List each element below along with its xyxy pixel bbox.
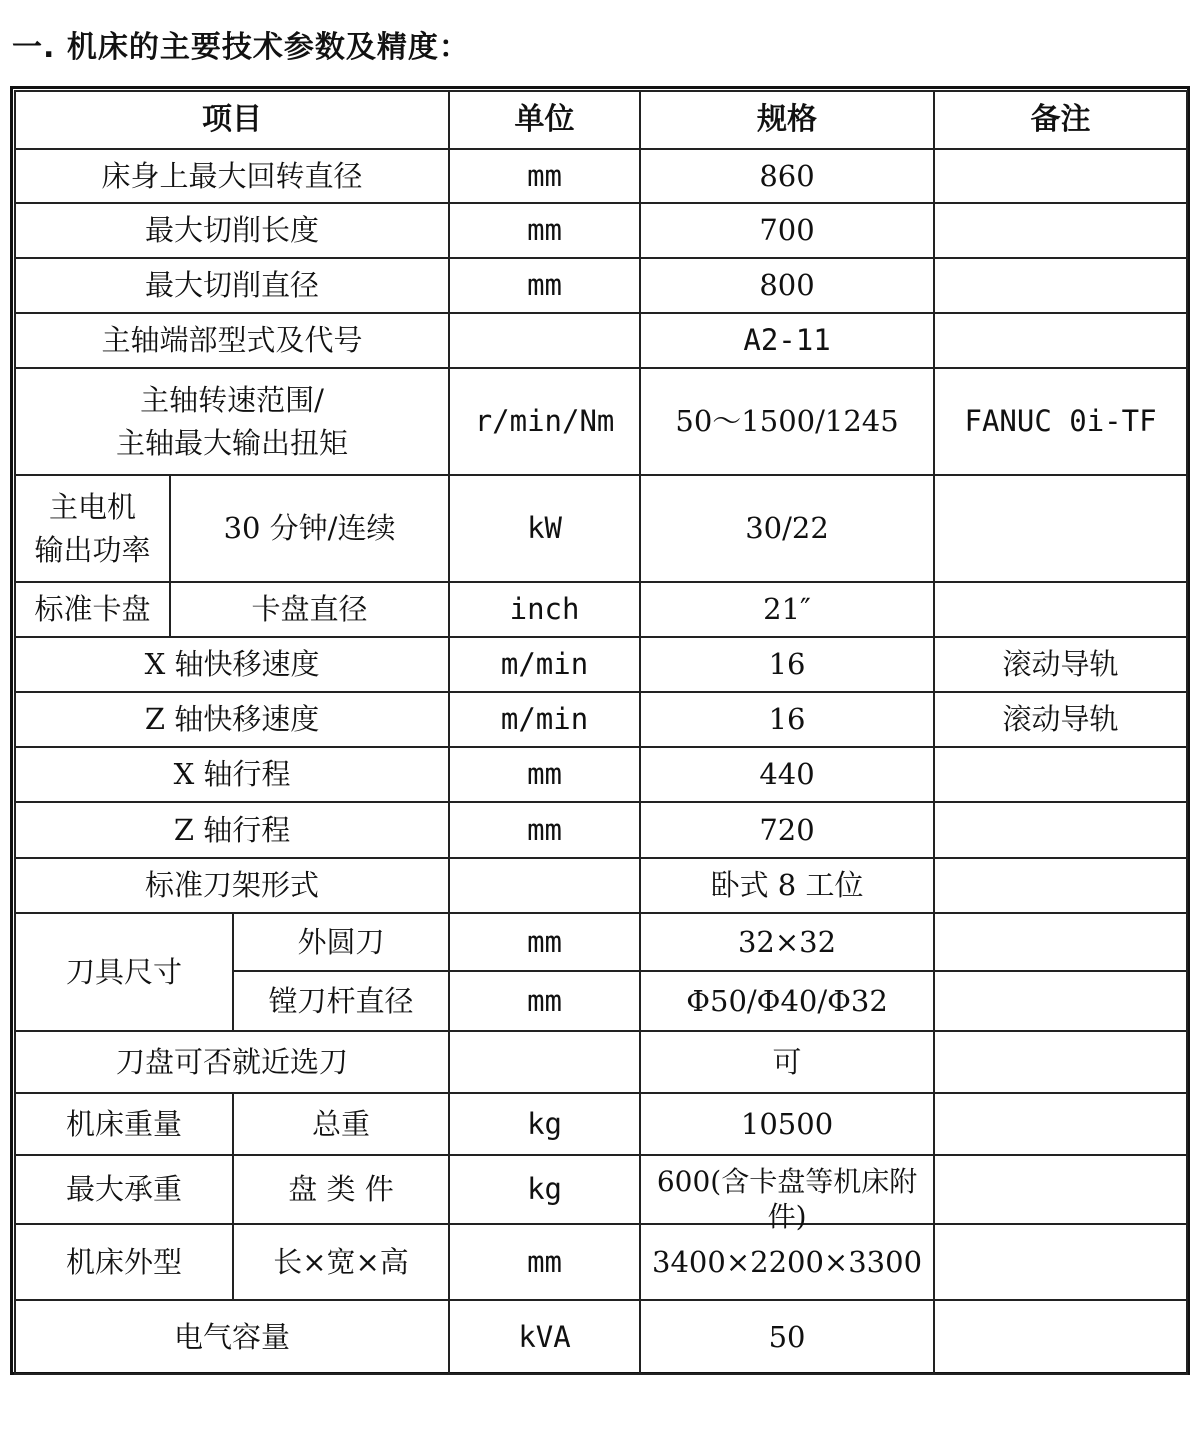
- row-item: 刀盘可否就近选刀: [15, 1031, 449, 1093]
- row-group: 机床外型: [15, 1224, 233, 1300]
- row-remark: [934, 313, 1187, 368]
- row-remark: [934, 802, 1187, 858]
- row-unit: kg: [449, 1155, 640, 1224]
- row-unit: mm: [449, 913, 640, 971]
- table-row: [15, 475, 1187, 582]
- row-item: 电气容量: [15, 1300, 449, 1374]
- row-unit: [449, 313, 640, 368]
- row-spec: 3400×2200×3300: [640, 1224, 934, 1300]
- table-row: [15, 692, 1187, 747]
- row-spec: 16: [640, 637, 934, 692]
- row-sub: 30 分钟/连续: [170, 475, 449, 582]
- row-unit: [449, 858, 640, 913]
- row-unit: kVA: [449, 1300, 640, 1374]
- header-unit: 单位: [449, 91, 640, 149]
- row-remark: [934, 747, 1187, 802]
- row-unit: m/min: [449, 692, 640, 747]
- row-group: 刀具尺寸: [15, 913, 233, 1031]
- row-item: X 轴快移速度: [15, 637, 449, 692]
- table-row: [15, 1031, 1187, 1093]
- row-spec: [640, 1155, 934, 1233]
- row-remark: 滚动导轨: [934, 637, 1187, 692]
- row-item: 床身上最大回转直径: [15, 149, 449, 203]
- header-item: 项目: [15, 91, 449, 149]
- row-sub: 镗刀杆直径: [233, 971, 449, 1031]
- table-row: [15, 637, 1187, 692]
- row-item-line: 主轴转速范围/: [140, 383, 324, 418]
- row-spec: 21″: [640, 582, 934, 637]
- row-spec: 860: [640, 149, 934, 203]
- row-remark: [934, 858, 1187, 913]
- row-remark: [934, 971, 1187, 1031]
- table-row: [15, 582, 1187, 637]
- row-remark: [934, 1300, 1187, 1374]
- row-remark: [934, 203, 1187, 258]
- table-row: [15, 913, 1187, 971]
- row-sub: 盘 类 件: [233, 1155, 449, 1224]
- table-row: [15, 747, 1187, 802]
- row-spec: 720: [640, 802, 934, 858]
- row-spec: 可: [640, 1031, 934, 1093]
- row-remark: [934, 1224, 1187, 1300]
- row-group: 最大承重: [15, 1155, 233, 1224]
- row-group: [15, 475, 170, 582]
- row-group-line: 输出功率: [34, 532, 151, 567]
- header-remark: 备注: [934, 91, 1187, 149]
- row-unit: mm: [449, 203, 640, 258]
- row-item: X 轴行程: [15, 747, 449, 802]
- table-row: [15, 802, 1187, 858]
- row-item: [15, 368, 449, 475]
- row-item: 最大切削长度: [15, 203, 449, 258]
- row-unit: m/min: [449, 637, 640, 692]
- table-row: [15, 1093, 1187, 1155]
- row-remark: [934, 1031, 1187, 1093]
- row-remark: [934, 149, 1187, 203]
- page-heading: 一. 机床的主要技术参数及精度：: [12, 30, 470, 65]
- row-remark: [934, 475, 1187, 582]
- row-spec: 卧式 8 工位: [640, 858, 934, 913]
- row-unit: mm: [449, 802, 640, 858]
- row-sub: 外圆刀: [233, 913, 449, 971]
- row-unit: mm: [449, 747, 640, 802]
- row-spec: 10500: [640, 1093, 934, 1155]
- row-spec: 800: [640, 258, 934, 313]
- table-row: [15, 149, 1187, 203]
- row-unit: r/min/Nm: [449, 368, 640, 475]
- row-spec: 50～1500/1245: [640, 368, 934, 475]
- row-spec: 440: [640, 747, 934, 802]
- row-remark: FANUC 0i-TF: [934, 368, 1187, 475]
- row-spec-text: 600(含卡盘等机床附件): [656, 1164, 918, 1233]
- row-unit: mm: [449, 258, 640, 313]
- row-sub: 总重: [233, 1093, 449, 1155]
- table-row: [15, 1224, 1187, 1300]
- row-spec: A2-11: [640, 313, 934, 368]
- row-group: 标准卡盘: [15, 582, 170, 637]
- row-remark: 滚动导轨: [934, 692, 1187, 747]
- row-unit: kW: [449, 475, 640, 582]
- row-group-line: 主电机: [48, 490, 136, 525]
- row-item-line: 主轴最大输出扭矩: [116, 425, 349, 460]
- header-spec: 规格: [640, 91, 934, 149]
- row-remark: [934, 1093, 1187, 1155]
- row-remark: [934, 258, 1187, 313]
- row-group: 机床重量: [15, 1093, 233, 1155]
- row-remark: [934, 913, 1187, 971]
- spec-table: [14, 90, 1188, 1375]
- row-sub: 长×宽×高: [233, 1224, 449, 1300]
- row-unit: [449, 1031, 640, 1093]
- table-row: [15, 1155, 1187, 1224]
- row-spec: 700: [640, 203, 934, 258]
- row-unit: mm: [449, 971, 640, 1031]
- row-item: 主轴端部型式及代号: [15, 313, 449, 368]
- table-row: [15, 858, 1187, 913]
- row-item: Z 轴快移速度: [15, 692, 449, 747]
- table-row: [15, 258, 1187, 313]
- table-header-row: [15, 91, 1187, 149]
- row-item: 最大切削直径: [15, 258, 449, 313]
- row-remark: [934, 1155, 1187, 1224]
- row-spec: 50: [640, 1300, 934, 1374]
- row-spec: 16: [640, 692, 934, 747]
- row-spec: 30/22: [640, 475, 934, 582]
- row-unit: mm: [449, 1224, 640, 1300]
- row-unit: mm: [449, 149, 640, 203]
- table-row: [15, 313, 1187, 368]
- table-row: [15, 368, 1187, 475]
- row-remark: [934, 582, 1187, 637]
- row-item: 标准刀架形式: [15, 858, 449, 913]
- row-unit: inch: [449, 582, 640, 637]
- row-spec: 32×32: [640, 913, 934, 971]
- table-row: [15, 1300, 1187, 1374]
- table-row: [15, 203, 1187, 258]
- row-unit: kg: [449, 1093, 640, 1155]
- row-item: Z 轴行程: [15, 802, 449, 858]
- row-sub: 卡盘直径: [170, 582, 449, 637]
- row-spec: Φ50/Φ40/Φ32: [640, 971, 934, 1031]
